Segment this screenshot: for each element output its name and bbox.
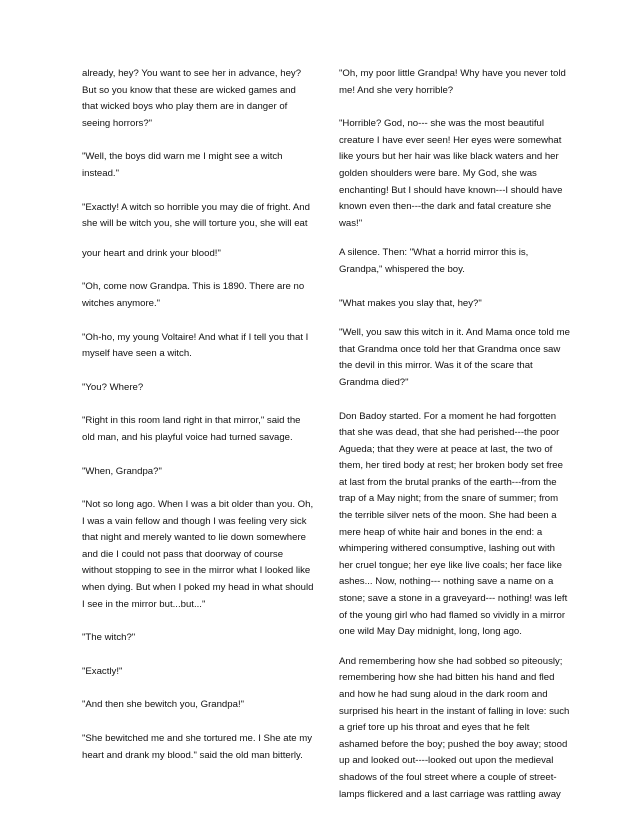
right-column: [339, 66, 570, 820]
paragraph: already, hey? You want to see her in advance, hey? But so you know that these are wicked games and that wicked boys who play them are in danger of seeing horrors?": [82, 68, 302, 129]
paragraph: "When, Grandpa?": [82, 465, 162, 477]
paragraph: your heart and drink your blood!": [82, 247, 221, 259]
paragraph: "What makes you slay that, hey?": [339, 297, 482, 309]
paragraph: "Horrible? God, no--- she was the most beautiful creature I have ever seen! Her eyes were somewhat like yours but her hair was like black waters and her golden shoulders were bare. My God, she was enchanting! But I should have known---I should have known even then---the dark and fatal creature she was!": [339, 118, 563, 229]
paragraph: A silence. Then: "What a horrid mirror this is, Grandpa," whispered the boy.: [339, 247, 529, 275]
paragraph: "She bewitched me and she tortured me. I She ate my heart and drank my blood." said the old man bitterly.: [82, 733, 313, 761]
paragraph: "And then she bewitch you, Grandpa!": [82, 699, 245, 711]
paragraph: "Right in this room land right in that mirror," said the old man, and his playful voice had turned savage.: [82, 415, 301, 443]
paragraph: Don Badoy started. For a moment he had forgotten that she was dead, that she had perished---the poor Agueda; that they were at peace at last, the two of them, her tired body at rest; her broken body set free at last from the brutal pranks of the earth---from the trap of a May night; from the snare of summer; from the terrible silver nets of the moon. She had been a mere heap of white hair and bones in the end: a whimpering withered consumptive, lashing out with her cruel tongue; her eye like live coals; her face like ashes... Now, nothing--- nothing save a name on a stone; save a stone in a graveyard--- nothing! was left of the young girl who had flamed so vividly in a mirror one wild May Day midnight, long, long ago.: [339, 410, 568, 638]
paragraph: "Not so long ago. When I was a bit older than you. Oh, I was a vain fellow and though I was feeling very sick that night and merely wanted to lie down somewhere and die I could not pass that doorway of course without stopping to see in the mirror what I looked like when dying. But when I poked my head in what should I see in the mirror but...but...": [82, 499, 314, 610]
paragraph: "Exactly!": [82, 665, 123, 677]
paragraph: And remembering how she had sobbed so piteously; remembering how she had bitten his hand and fled and how he had sung aloud in the dark room and surprised his heart in the instant of falling in love: such a grief tore up his throat and eyes that he felt ashamed before the boy; pushed the boy away; stood up and looked out----looked out upon the medieval shadows of the foul street where a couple of street-lamps flickered and a last carriage was rattling away: [339, 655, 570, 800]
paragraph: "Oh, come now Grandpa. This is 1890. There are no witches anymore.": [82, 281, 305, 309]
paragraph: "You? Where?: [82, 381, 144, 393]
left-column: [82, 66, 314, 781]
paragraph: "Oh, my poor little Grandpa! Why have you never told me! And she very horrible?: [339, 68, 566, 96]
paragraph: "Well, the boys did warn me I might see a witch instead.": [82, 151, 283, 179]
paragraph: "Oh-ho, my young Voltaire! And what if I tell you that I myself have seen a witch.: [82, 331, 309, 360]
paragraph: "The witch?": [82, 632, 136, 644]
paragraph: "Well, you saw this witch in it. And Mama once told me that Grandma once told her that Grandma once saw the devil in this mirror. Was it of the scare that Grandma died?": [339, 327, 570, 388]
paragraph: "Exactly! A witch so horrible you may die of fright. And she will be witch you, she will torture you, she will eat: [82, 201, 310, 230]
